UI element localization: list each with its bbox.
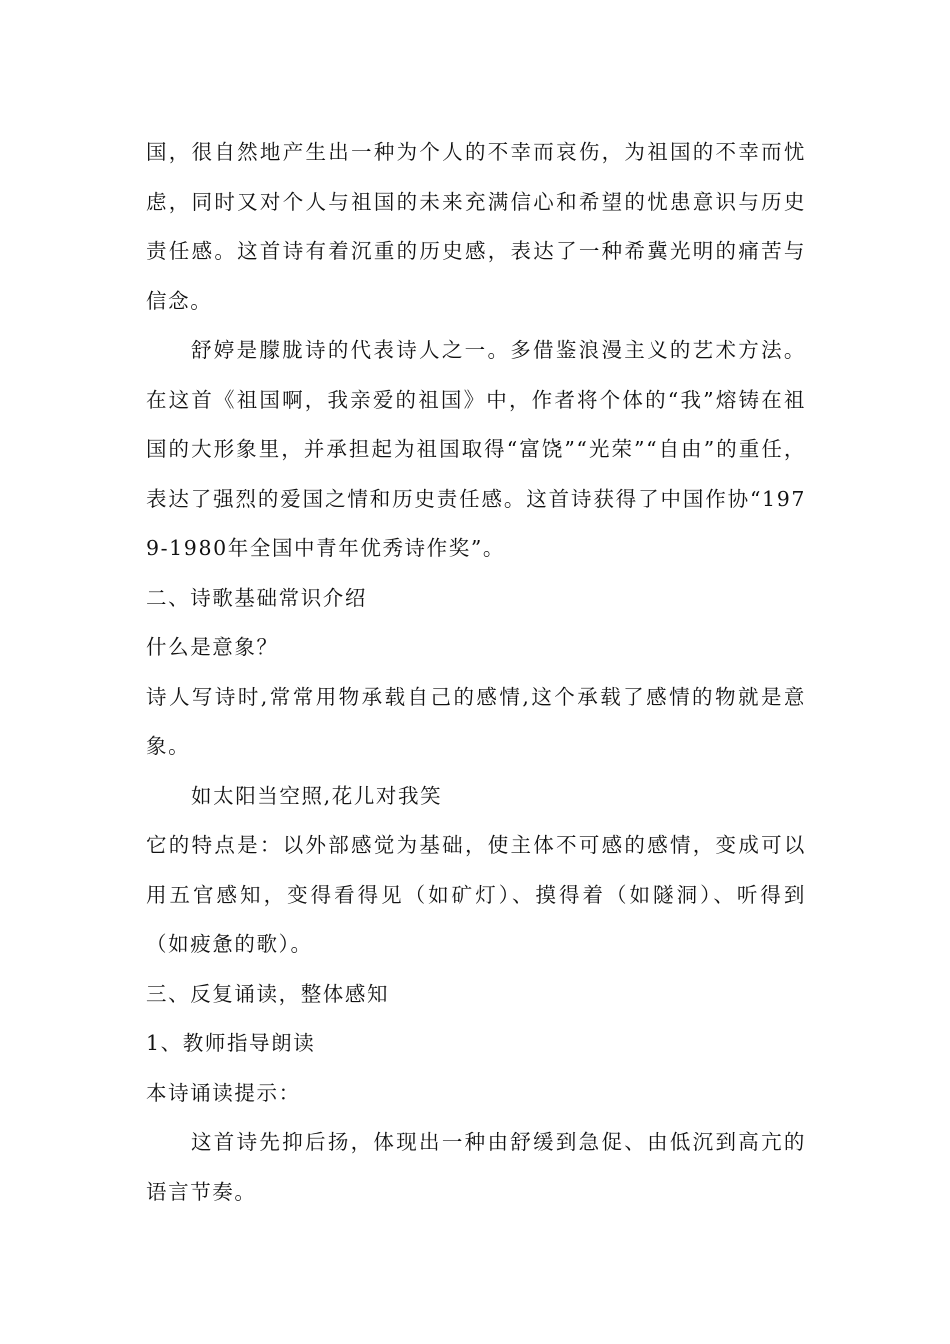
paragraph-imagery-features: 它的特点是：以外部感觉为基础，使主体不可感的感情，变成可以用五官感知，变得看得见（如矿灯）、摸得着（如隧洞）、听得到（如疲惫的歌）。 <box>146 833 806 956</box>
subheading-reading-tips: 本诗诵读提示： <box>146 1080 301 1105</box>
paragraph-imagery-definition: 诗人写诗时,常常用物承载自己的感情,这个承载了感情的物就是意象。 <box>146 684 806 758</box>
paragraph-imagery-example: 如太阳当空照,花儿对我笑 <box>191 783 443 808</box>
question-what-is-imagery: 什么是意象？ <box>146 635 279 659</box>
section-heading-reading: 三、反复诵读，整体感知 <box>146 981 390 1006</box>
paragraph-shuting-intro: 舒婷是朦胧诗的代表诗人之一。多借鉴浪漫主义的艺术方法。在这首《祖国啊，我亲爱的祖国》中，作者将个体的“我”熔铸在祖国的大形象里，并承担起为祖国取得“富饶”“光荣”“自由”的重任，表达了强烈的爱国之情和历史责任感。这首诗获得了中国作协“1979-1980年全国中青年优秀诗作奖”。 <box>146 338 806 560</box>
section-heading-poetry-basics: 二、诗歌基础常识介绍 <box>146 585 367 610</box>
document-body <box>146 128 806 1217</box>
paragraph-reading-rhythm: 这首诗先抑后扬，体现出一种由舒缓到急促、由低沉到高亢的语言节奏。 <box>146 1130 806 1204</box>
paragraph-continuation: 国，很自然地产生出一种为个人的不幸而哀伤，为祖国的不幸而忧虑，同时又对个人与祖国的未来充满信心和希望的忧患意识与历史责任感。这首诗有着沉重的历史感，表达了一种希冀光明的痛苦与信念。 <box>146 140 806 313</box>
subheading-teacher-reading: 1、教师指导朗读 <box>146 1031 316 1055</box>
